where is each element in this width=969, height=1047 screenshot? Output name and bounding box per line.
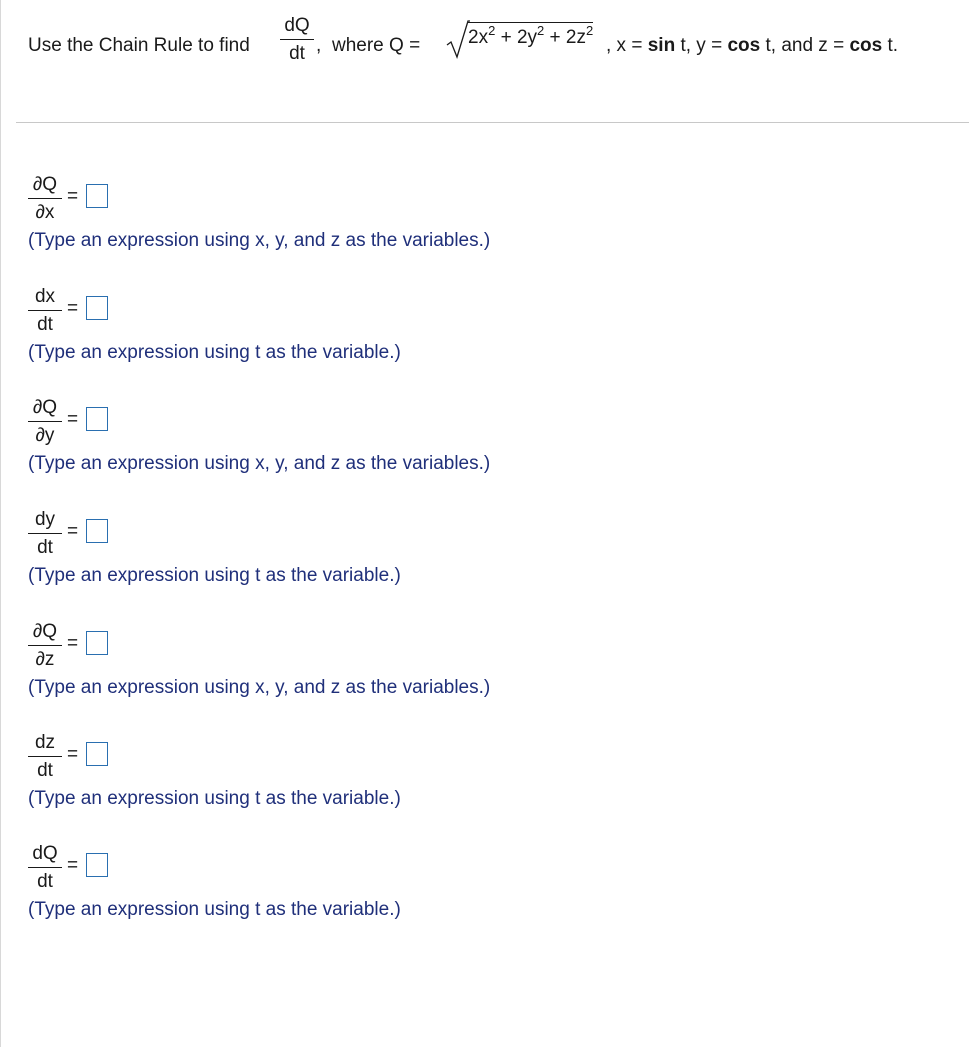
question-fraction	[280, 14, 314, 66]
instruction-hint: (Type an expression using t as the variable.)	[28, 565, 401, 586]
answer-input-dq-dy[interactable]	[86, 407, 108, 431]
fraction-numerator: dx	[34, 286, 56, 307]
radicand-term-2: + 2y	[495, 27, 538, 48]
fraction-bar	[28, 867, 62, 868]
question-frac-num: dQ	[284, 15, 310, 36]
equals-sign: =	[67, 186, 79, 207]
fraction-dq-dz	[28, 621, 62, 671]
fraction-denominator: dt	[37, 871, 53, 892]
fraction-bar	[28, 310, 62, 311]
fraction-bar	[28, 421, 62, 422]
instruction-hint: (Type an expression using t as the variable.)	[28, 899, 401, 920]
instruction-hint: (Type an expression using x, y, and z as the variables.)	[28, 230, 491, 251]
question-tail	[606, 35, 898, 57]
fraction-dz-dt	[28, 732, 62, 782]
answer-input-dy-dt[interactable]	[86, 519, 108, 543]
equals-sign: =	[67, 409, 79, 430]
fraction-denominator: dt	[37, 537, 53, 558]
equals-sign: =	[67, 744, 79, 765]
answer-input-dx-dt[interactable]	[86, 296, 108, 320]
equals-sign: =	[67, 855, 79, 876]
fraction-numerator: ∂Q	[32, 397, 58, 418]
question-prefix: Use the Chain Rule to find	[28, 35, 250, 56]
where-label: where Q =	[332, 35, 421, 56]
equals-sign: =	[67, 298, 79, 319]
radicand-term-3: + 2z	[544, 27, 587, 48]
fraction-dq-dy	[28, 397, 62, 447]
part-dy-dt	[28, 509, 928, 599]
instruction-hint: (Type an expression using t as the variable.)	[28, 788, 401, 809]
question-frac-den: dt	[289, 43, 305, 64]
fraction-numerator: dz	[34, 732, 56, 753]
exponent-3: 2	[586, 23, 594, 38]
equals-sign: =	[67, 633, 79, 654]
fraction-dx-dt	[28, 286, 62, 336]
fraction-dq-dt	[28, 843, 62, 893]
part-dq-dy	[28, 397, 928, 487]
answer-input-dq-dz[interactable]	[86, 631, 108, 655]
fraction-bar	[28, 198, 62, 199]
tail-after-cos-z: t.	[882, 35, 899, 56]
radical-sign-icon	[446, 20, 470, 60]
radicand-term-1: 2x	[468, 27, 489, 48]
answer-input-dq-dx[interactable]	[86, 184, 108, 208]
sin-function: sin	[647, 35, 676, 56]
fraction-numerator: ∂Q	[32, 174, 58, 195]
section-divider	[16, 122, 969, 123]
fraction-dy-dt	[28, 509, 62, 559]
tail-after-sin: t, y =	[675, 35, 723, 56]
exponent-2: 2	[537, 23, 545, 38]
part-dq-dt	[28, 843, 928, 933]
fraction-denominator: dt	[37, 314, 53, 335]
tail-sep: , x =	[606, 35, 643, 56]
fraction-numerator: dQ	[32, 843, 58, 864]
equals-sign: =	[67, 521, 79, 542]
part-dq-dz	[28, 621, 928, 711]
instruction-hint: (Type an expression using x, y, and z as the variables.)	[28, 677, 491, 698]
fraction-bar	[28, 533, 62, 534]
left-border	[0, 0, 1, 1047]
answer-input-dz-dt[interactable]	[86, 742, 108, 766]
radicand	[468, 22, 593, 49]
part-dx-dt	[28, 286, 928, 376]
fraction-bar	[28, 645, 62, 646]
cos-function-z: cos	[849, 35, 883, 56]
fraction-numerator: ∂Q	[32, 621, 58, 642]
part-dz-dt	[28, 732, 928, 822]
instruction-hint: (Type an expression using x, y, and z as the variables.)	[28, 453, 491, 474]
question-comma: ,	[316, 35, 322, 56]
exponent-1: 2	[488, 23, 496, 38]
fraction-denominator: ∂z	[35, 649, 55, 670]
fraction-bar	[280, 39, 314, 40]
fraction-dq-dx	[28, 174, 62, 224]
cos-function-y: cos	[727, 35, 761, 56]
fraction-numerator: dy	[34, 509, 56, 530]
fraction-denominator: ∂x	[35, 202, 55, 223]
fraction-denominator: ∂y	[35, 425, 55, 446]
part-dq-dx	[28, 174, 928, 264]
fraction-denominator: dt	[37, 760, 53, 781]
fraction-bar	[28, 756, 62, 757]
answer-input-dq-dt[interactable]	[86, 853, 108, 877]
question-statement	[28, 14, 958, 74]
tail-after-cos-y: t, and z =	[760, 35, 845, 56]
instruction-hint: (Type an expression using t as the variable.)	[28, 342, 401, 363]
